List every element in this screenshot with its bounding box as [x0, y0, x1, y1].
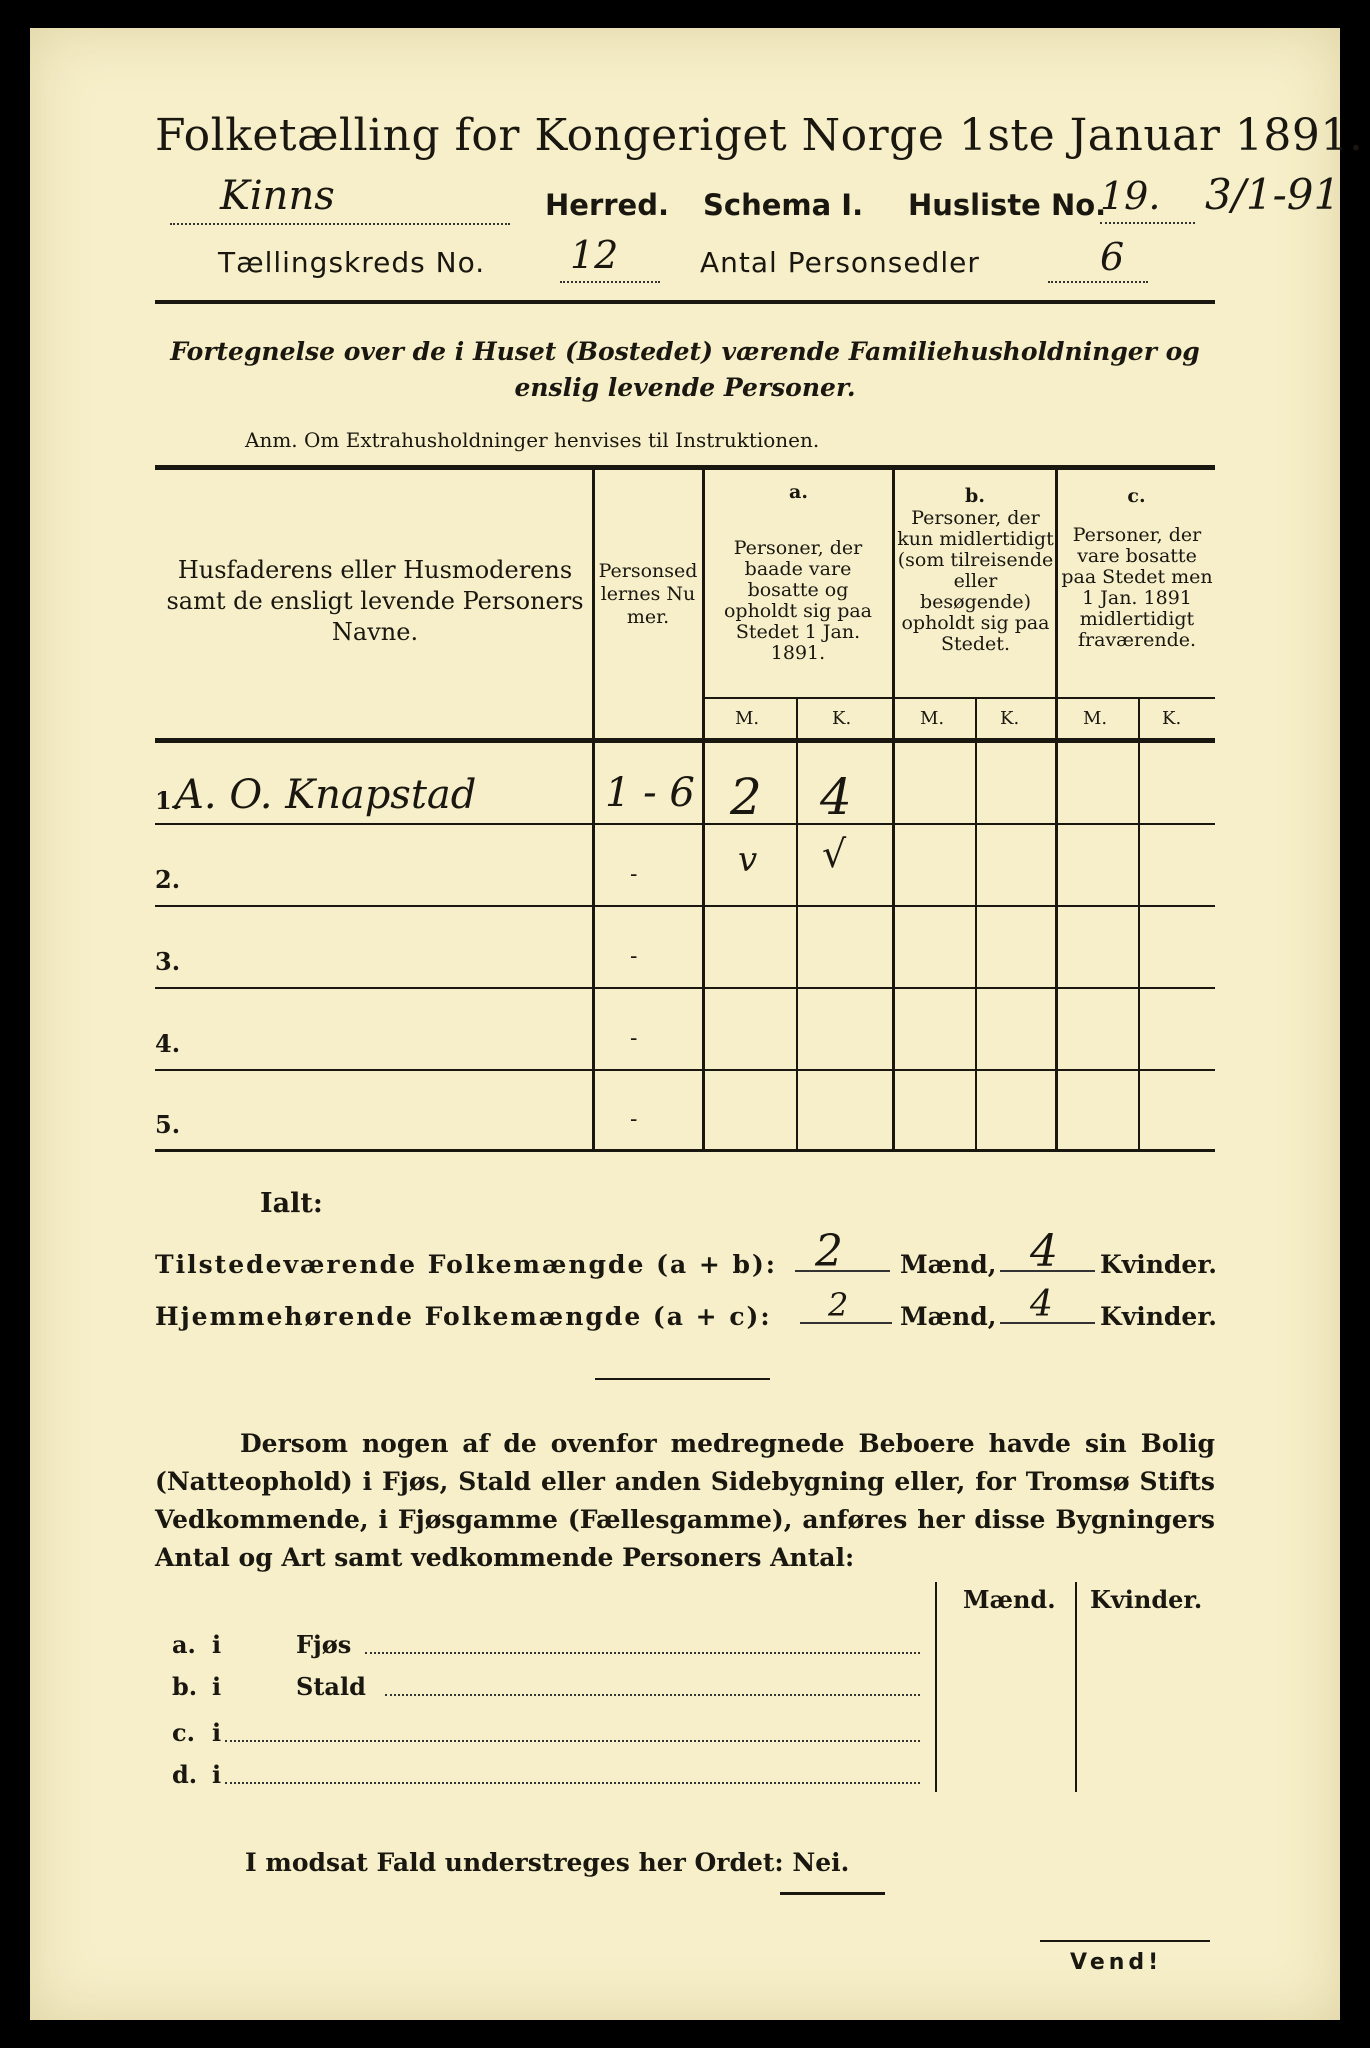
outbuilding-i: i	[212, 1672, 222, 1701]
outbuilding-col-divider	[1075, 1582, 1077, 1792]
header-rule	[155, 300, 1215, 304]
outbuilding-label: Stald	[296, 1672, 366, 1701]
husliste-label: Husliste No.	[908, 188, 1107, 222]
intro-note: Anm. Om Extrahusholdninger henvises til Instruktionen.	[245, 428, 820, 452]
total-resident-k-field	[1000, 1284, 1095, 1325]
date-note: 3/1-91	[1205, 170, 1341, 219]
a-m-label: M.	[735, 708, 760, 729]
kreds-label: Tællingskreds No.	[218, 246, 486, 279]
col-divider	[892, 468, 895, 1151]
total-resident-m: 2	[828, 1286, 849, 1324]
col-c-letter: c.	[1127, 485, 1146, 507]
total-resident-label: Hjemmehørende Folkemængde (a + c):	[155, 1302, 772, 1331]
total-present-k-field	[1000, 1226, 1095, 1277]
outbuilding-letter: b.	[172, 1672, 198, 1701]
row-numer: -	[630, 944, 638, 969]
col-divider	[592, 468, 595, 1151]
row-line	[155, 987, 1215, 989]
schema-label: Schema I.	[703, 188, 864, 222]
outbuilding-i: i	[212, 1718, 222, 1747]
ialt-label: Ialt:	[260, 1188, 323, 1219]
b-k-label: K.	[1000, 708, 1020, 729]
col-divider	[975, 698, 977, 1151]
outbuilding-kvinder-header: Kvinder.	[1090, 1585, 1203, 1614]
herred-label: Herred.	[545, 188, 669, 222]
mk-rule	[702, 697, 1215, 699]
row-line	[155, 1069, 1215, 1071]
row-line	[155, 823, 1215, 825]
row-number: 1.	[155, 786, 181, 815]
total-present-m: 2	[815, 1226, 843, 1277]
row-number: 5.	[155, 1110, 181, 1139]
kreds-value: 12	[570, 233, 619, 277]
antal-value: 6	[1100, 235, 1125, 279]
kreds-field	[560, 233, 660, 283]
row-a-m: 2	[730, 768, 762, 826]
col-divider	[702, 468, 705, 1151]
outbuilding-i: i	[212, 1760, 222, 1789]
kvinder-label: Kvinder.	[1100, 1302, 1217, 1331]
col-divider	[1055, 468, 1058, 1151]
outbuilding-col-divider	[935, 1582, 937, 1792]
form-title: Folketælling for Kongeriget Norge 1ste Januar 1891.	[155, 110, 1364, 161]
c-k-label: K.	[1162, 708, 1182, 729]
total-resident-k: 4	[1030, 1284, 1053, 1325]
husliste-field	[1100, 174, 1195, 224]
maend-label: Mænd,	[900, 1250, 997, 1279]
kvinder-label: Kvinder.	[1100, 1250, 1217, 1279]
outbuilding-letter: a.	[172, 1630, 196, 1659]
row-a-m: v	[738, 840, 758, 880]
outbuilding-i: i	[212, 1630, 222, 1659]
vend-label: Vend!	[1070, 1950, 1163, 1975]
row-line	[155, 905, 1215, 907]
c-m-label: M.	[1083, 708, 1108, 729]
col-divider	[1138, 698, 1140, 1151]
total-present-label: Tilstedeværende Folkemængde (a + b):	[155, 1250, 778, 1279]
total-present-k: 4	[1030, 1226, 1058, 1277]
vend-rule	[1040, 1940, 1210, 1942]
row-numer: -	[630, 1107, 638, 1132]
antal-label: Antal Personsedler	[700, 246, 980, 279]
husliste-value: 19.	[1100, 174, 1161, 218]
outbuilding-maend-header: Mænd.	[963, 1585, 1056, 1614]
row-name: A. O. Knapstad	[175, 772, 477, 818]
b-m-label: M.	[920, 708, 945, 729]
nei-underline	[780, 1892, 885, 1895]
herred-value: Kinns	[220, 173, 335, 219]
antal-field	[1048, 235, 1148, 283]
outbuilding-paragraph: Dersom nogen af de ovenfor medregnede Beboere havde sin Bolig (Natteophold) i Fjøs, Stald eller anden Sidebygning eller, for Tromsø Stifts Vedkommende, i Fjøsgamme (Fællesgamme), anføres her disse Bygningers Antal og Art samt vedkommende Personers Antal:	[155, 1429, 1215, 1572]
col-divider	[796, 698, 798, 1151]
outbuilding-dotline	[385, 1694, 920, 1696]
col-header-c: Personer, der vare bosatte paa Stedet men 1 Jan. 1891 midlertidigt fraværende.	[1061, 524, 1213, 651]
census-form-page	[30, 28, 1340, 2020]
row-a-k: √	[822, 832, 847, 876]
footer-note: I modsat Fald understreges her Ordet: Nei.	[245, 1848, 850, 1877]
row-numer: 1 - 6	[605, 770, 695, 816]
col-a-letter: a.	[789, 481, 808, 503]
row-numer: -	[630, 862, 638, 887]
section-divider	[595, 1378, 770, 1380]
outbuilding-dotline	[365, 1652, 920, 1654]
maend-label: Mænd,	[900, 1302, 997, 1331]
col-header-numer: Personsedlernes Numer.	[598, 560, 698, 628]
col-header-names: Husfaderens eller Husmoderens samt de ensligt levende Personers Navne.	[166, 556, 584, 646]
row-number: 4.	[155, 1029, 181, 1058]
col-header-a: Personer, der baade vare bosatte og opholdt sig paa Stedet 1 Jan. 1891.	[723, 537, 873, 664]
outbuilding-dotline	[225, 1782, 920, 1784]
outbuilding-dotline	[225, 1740, 920, 1742]
col-header-b: Personer, der kun midlertidigt (som tilreisende eller besøgende) opholdt sig paa Stedet.	[897, 507, 1054, 655]
total-resident-m-field	[800, 1286, 892, 1324]
row-number: 3.	[155, 947, 181, 976]
a-k-label: K.	[832, 708, 852, 729]
outbuilding-letter: d.	[172, 1760, 198, 1789]
herred-field	[170, 173, 510, 225]
outbuilding-label: Fjøs	[296, 1630, 352, 1659]
total-present-m-field	[795, 1226, 890, 1277]
intro-heading: Fortegnelse over de i Huset (Bostedet) værende Familiehusholdninger og enslig levende Personer.	[170, 337, 1200, 402]
col-b-letter: b.	[965, 485, 985, 507]
row-numer: -	[630, 1026, 638, 1051]
outbuilding-letter: c.	[172, 1718, 195, 1747]
row-a-k: 4	[820, 768, 852, 826]
row-number: 2.	[155, 865, 181, 894]
